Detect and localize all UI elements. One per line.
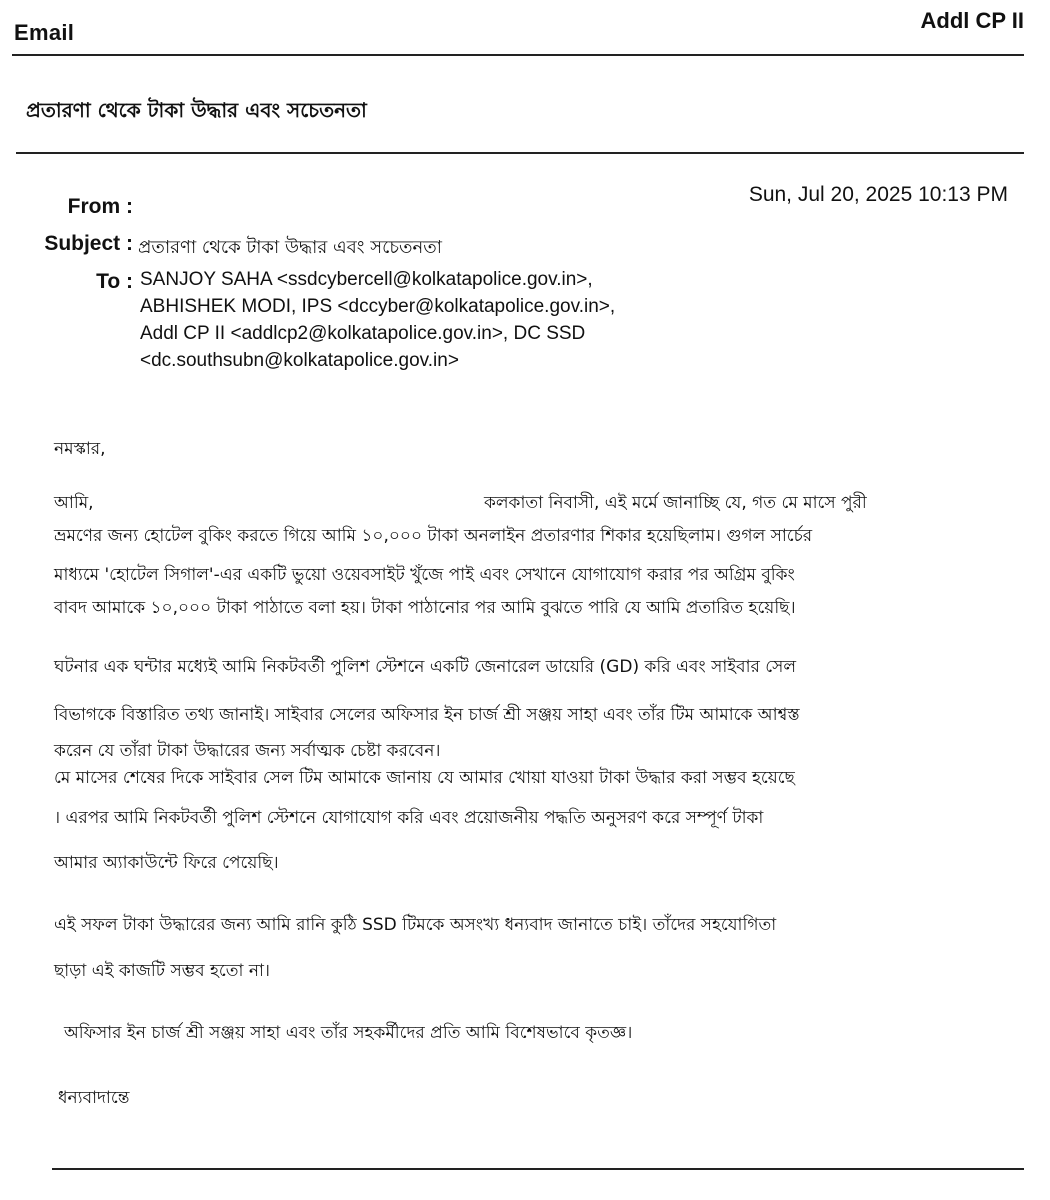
salutation: নমস্কার, (54, 439, 106, 459)
paragraph-3-line: এই সফল টাকা উদ্ধারের জন্য আমি রানি কুঠি SSD টিমকে অসংখ্য ধন্যবাদ জানাতে চাই। তাঁদের সহযোগিতা (54, 915, 777, 935)
paragraph-1-continuation: কলকাতা নিবাসী, এই মর্মে জানাচ্ছি যে, গত মে মাসে পুরী (484, 493, 867, 513)
bottom-divider (52, 1168, 1024, 1170)
from-label: From : (67, 195, 133, 218)
title-divider (16, 152, 1024, 154)
recipient-line: SANJOY SAHA <ssdcybercell@kolkatapolice.gov.in>, (140, 269, 593, 290)
paragraph-2-line: মে মাসের শেষের দিকে সাইবার সেল টিম আমাকে জানায় যে আমার খোয়া যাওয়া টাকা উদ্ধার করা সম্ভব হয়েছে (54, 768, 795, 788)
closing: ধন্যবাদান্তে (58, 1088, 130, 1108)
paragraph-4: অফিসার ইন চার্জ শ্রী সঞ্জয় সাহা এবং তাঁর সহকর্মীদের প্রতি আমি বিশেষভাবে কৃতজ্ঞ। (64, 1023, 633, 1043)
paragraph-1-line: ভ্রমণের জন্য হোটেল বুকিং করতে গিয়ে আমি ১০,০০০ টাকা অনলাইন প্রতারণার শিকার হয়েছিলাম। গুগল সার্চের (54, 526, 813, 546)
paragraph-3-line: ছাড়া এই কাজটি সম্ভব হতো না। (54, 961, 270, 981)
paragraph-2-line: । এরপর আমি নিকটবর্তী পুলিশ স্টেশনে যোগাযোগ করি এবং প্রয়োজনীয় পদ্ধতি অনুসরণ করে সম্পূর্ণ টাকা (54, 808, 764, 828)
top-divider (12, 54, 1024, 56)
email-date: Sun, Jul 20, 2025 10:13 PM (748, 183, 1008, 206)
to-label: To : (96, 270, 133, 293)
paragraph-1-line: মাধ্যমে 'হোটেল সিগাল'-এর একটি ভুয়ো ওয়েবসাইট খুঁজে পাই এবং সেখানে যোগাযোগ করার পর অগ্রিম বুকিং (54, 565, 795, 585)
paragraph-2-line: বিভাগকে বিস্তারিত তথ্য জানাই। সাইবার সেলের অফিসার ইন চার্জ শ্রী সঞ্জয় সাহা এবং তাঁর টিম আমাকে আশ্বস্ত (54, 705, 800, 725)
header-email-label: Email (14, 20, 75, 45)
paragraph-2-line: আমার অ্যাকাউন্টে ফিরে পেয়েছি। (54, 853, 279, 873)
header-sender-label: Addl CP II (920, 8, 1024, 33)
recipient-line: ABHISHEK MODI, IPS <dccyber@kolkatapolice.gov.in>, (140, 296, 616, 317)
paragraph-1-start: আমি, (54, 493, 94, 513)
recipient-line: Addl CP II <addlcp2@kolkatapolice.gov.in>, DC SSD (140, 323, 586, 344)
paragraph-1-line: বাবদ আমাকে ১০,০০০ টাকা পাঠাতে বলা হয়। টাকা পাঠানোর পর আমি বুঝতে পারি যে আমি প্রতারিত হয়েছি। (54, 598, 796, 618)
document-title: প্রতারণা থেকে টাকা উদ্ধার এবং সচেতনতা (26, 98, 367, 122)
recipients-list (140, 266, 615, 374)
paragraph-2-line: ঘটনার এক ঘন্টার মধ্যেই আমি নিকটবর্তী পুলিশ স্টেশনে একটি জেনারেল ডায়েরি (GD) করি এবং সাইবার সেল (54, 657, 797, 677)
recipient-line: <dc.southsubn@kolkatapolice.gov.in> (140, 350, 459, 371)
paragraph-2-line: করেন যে তাঁরা টাকা উদ্ধারের জন্য সর্বাত্মক চেষ্টা করবেন। (54, 741, 441, 761)
subject-label: Subject : (44, 232, 133, 255)
subject-value: প্রতারণা থেকে টাকা উদ্ধার এবং সচেতনতা (138, 237, 443, 258)
